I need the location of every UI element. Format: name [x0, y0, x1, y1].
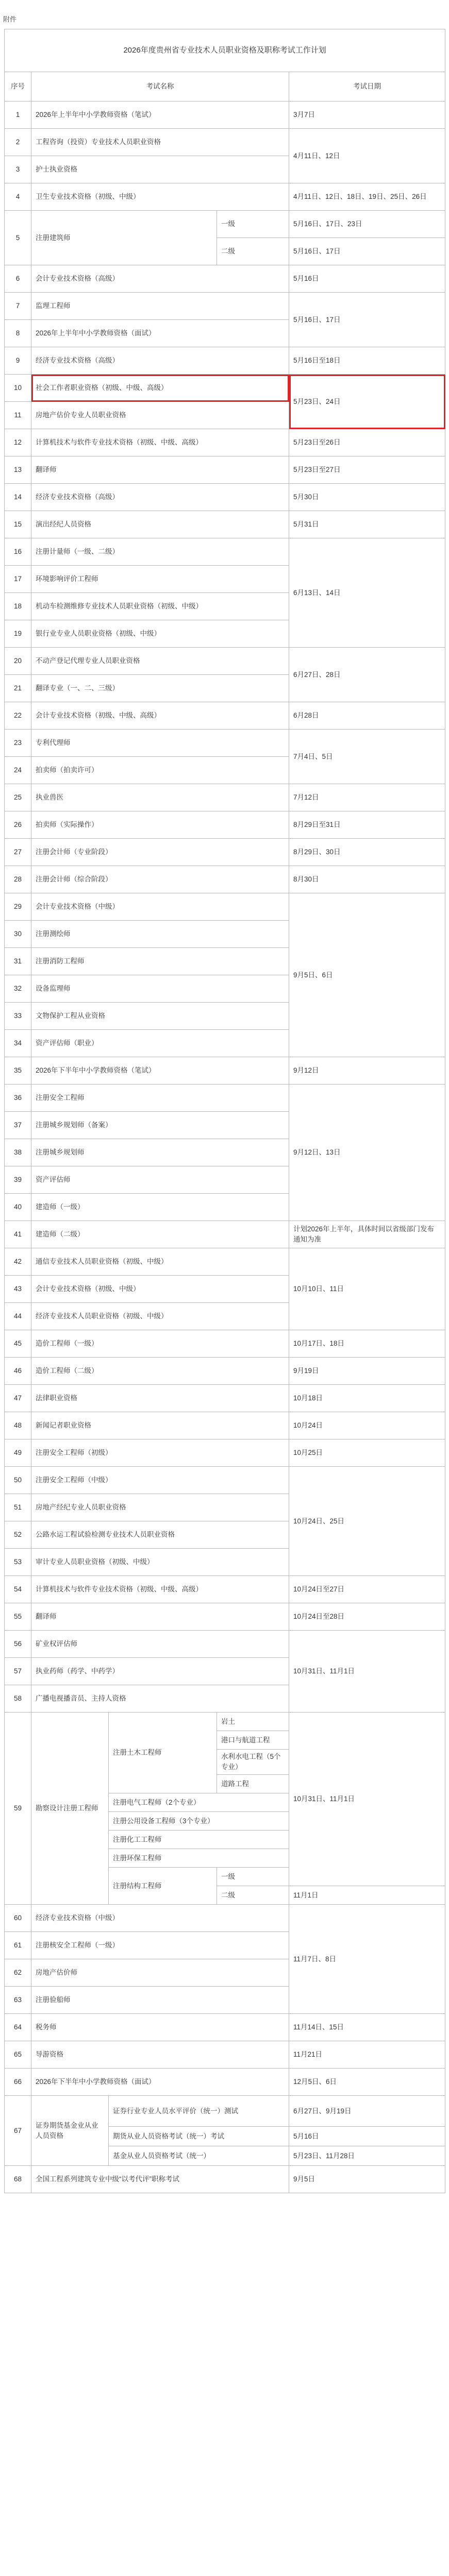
- table-row: [5, 784, 445, 811]
- exam-name-cell: 2026年上半年中小学教师资格（笔试）: [31, 101, 289, 129]
- seq-cell: 40: [5, 1194, 31, 1221]
- exam-name-cell: 演出经纪人员资格: [31, 511, 289, 538]
- exam-level-cell: 一级: [217, 211, 289, 238]
- seq-cell: 50: [5, 1467, 31, 1494]
- exam-date-cell: 5月16日: [289, 2127, 445, 2146]
- seq-cell: 31: [5, 948, 31, 975]
- exam-date-cell: 11月14日、15日: [289, 2014, 445, 2041]
- exam-group-cell: 注册结构工程师: [109, 1868, 217, 1905]
- seq-cell: 51: [5, 1494, 31, 1521]
- exam-name-cell: 银行业专业人员职业资格（初级、中级）: [31, 620, 289, 648]
- table-row: [5, 1576, 445, 1603]
- table-row: [5, 1631, 445, 1658]
- seq-cell: 64: [5, 2014, 31, 2041]
- table-row: [5, 101, 445, 129]
- exam-date-cell: 3月7日: [289, 101, 445, 129]
- table-row: [5, 129, 445, 156]
- exam-name-cell: 期货从业人员资格考试（统一）考试: [109, 2127, 289, 2146]
- seq-cell: 46: [5, 1358, 31, 1385]
- exam-name-cell: 注册消防工程师: [31, 948, 289, 975]
- exam-name-cell: 会计专业技术资格（中级）: [31, 893, 289, 921]
- seq-cell: 27: [5, 839, 31, 866]
- exam-name-cell: 注册会计师（综合阶段）: [31, 866, 289, 893]
- exam-name-cell: 房地产估价专业人员职业资格: [31, 402, 289, 429]
- table-row: [5, 511, 445, 538]
- exam-group-cell: 注册环保工程师: [109, 1849, 289, 1868]
- table-row: [5, 183, 445, 211]
- seq-cell: 47: [5, 1385, 31, 1412]
- exam-date-cell: 10月25日: [289, 1439, 445, 1467]
- exam-name-cell: 会计专业技术资格（初级、中级）: [31, 1276, 289, 1303]
- exam-date-cell: 5月16日、17日: [289, 293, 445, 347]
- exam-date-cell: 5月16日、17日、23日: [289, 211, 445, 238]
- exam-group-cell: 注册化工工程师: [109, 1831, 289, 1849]
- exam-date-cell: 11月21日: [289, 2041, 445, 2069]
- exam-name-cell: 注册安全工程师（中级）: [31, 1467, 289, 1494]
- exam-date-cell: 5月16日: [289, 265, 445, 293]
- exam-name-cell: 公路水运工程试验检测专业技术人员职业资格: [31, 1521, 289, 1549]
- exam-subitem-cell: 港口与航道工程: [217, 1731, 289, 1750]
- table-row: [5, 211, 445, 238]
- seq-cell: 22: [5, 702, 31, 730]
- exam-name-cell: 不动产登记代理专业人员职业资格: [31, 648, 289, 675]
- table-row: [5, 375, 445, 402]
- exam-date-cell: 5月30日: [289, 484, 445, 511]
- exam-name-cell: 基金从业人员资格考试（统一）: [109, 2146, 289, 2166]
- exam-name-cell: 造价工程师（一级）: [31, 1330, 289, 1358]
- exam-date-cell: 7月12日: [289, 784, 445, 811]
- exam-name-cell: 全国工程系列建筑专业中级“以考代评”职称考试: [31, 2166, 289, 2193]
- exam-name-cell: 环境影响评价工程师: [31, 566, 289, 593]
- table-row: [5, 839, 445, 866]
- exam-subitem-cell: 道路工程: [217, 1775, 289, 1793]
- exam-name-cell: 注册建筑师: [31, 211, 217, 265]
- exam-name-cell: 注册安全工程师: [31, 1084, 289, 1112]
- table-row: [5, 702, 445, 730]
- exam-date-cell: 4月11日、12日: [289, 129, 445, 183]
- table-row: [5, 347, 445, 375]
- exam-name-cell: 机动车检测维修专业技术人员职业资格（初级、中级）: [31, 593, 289, 620]
- exam-name-cell: 造价工程师（二级）: [31, 1358, 289, 1385]
- seq-cell: 28: [5, 866, 31, 893]
- seq-cell: 15: [5, 511, 31, 538]
- exam-date-cell: 5月31日: [289, 511, 445, 538]
- table-row: [5, 2069, 445, 2096]
- seq-cell: 34: [5, 1030, 31, 1057]
- exam-name-cell: 注册城乡规划师: [31, 1139, 289, 1166]
- exam-name-cell: 广播电视播音员、主持人资格: [31, 1685, 289, 1713]
- exam-date-cell: 5月23日至27日: [289, 456, 445, 484]
- exam-name-cell: 卫生专业技术资格（初级、中级）: [31, 183, 289, 211]
- table-row: [5, 893, 445, 921]
- exam-name-cell: 经济专业技术人员职业资格（初级、中级）: [31, 1303, 289, 1330]
- exam-name-cell: 资产评估师: [31, 1166, 289, 1194]
- seq-cell: 52: [5, 1521, 31, 1549]
- seq-cell: 18: [5, 593, 31, 620]
- seq-cell: 61: [5, 1932, 31, 1959]
- table-row: [5, 1084, 445, 1112]
- exam-date-cell: 8月29日至31日: [289, 811, 445, 839]
- seq-cell: 58: [5, 1685, 31, 1713]
- exam-name-cell: 证券行业专业人员水平评价（统一）测试: [109, 2096, 289, 2127]
- seq-cell: 42: [5, 1248, 31, 1276]
- exam-date-cell: 6月27日、28日: [289, 648, 445, 702]
- table-row: [5, 484, 445, 511]
- seq-cell: 41: [5, 1221, 31, 1248]
- exam-name-cell: 2026年下半年中小学教师资格（笔试）: [31, 1057, 289, 1084]
- exam-name-cell: 建造师（二级）: [31, 1221, 289, 1248]
- exam-date-cell: 10月24日: [289, 1412, 445, 1439]
- exam-date-cell: 10月24日至28日: [289, 1603, 445, 1631]
- seq-cell: 38: [5, 1139, 31, 1166]
- seq-cell: 66: [5, 2069, 31, 2096]
- seq-cell: 2: [5, 129, 31, 156]
- exam-category-cell: 勘察设计注册工程师: [31, 1713, 109, 1905]
- seq-cell: 17: [5, 566, 31, 593]
- exam-name-cell: 房地产估价师: [31, 1959, 289, 1987]
- seq-cell: 60: [5, 1905, 31, 1932]
- seq-cell: 35: [5, 1057, 31, 1084]
- exam-name-cell: 拍卖师（拍卖许可）: [31, 757, 289, 784]
- exam-name-cell: 注册计量师（一级、二级）: [31, 538, 289, 566]
- exam-date-cell: 11月7日、8日: [289, 1905, 445, 2014]
- seq-cell: 45: [5, 1330, 31, 1358]
- exam-name-cell: 翻译师: [31, 1603, 289, 1631]
- exam-subitem-cell: 一级: [217, 1868, 289, 1886]
- seq-cell: 13: [5, 456, 31, 484]
- exam-date-cell: 5月16日、17日: [289, 238, 445, 265]
- exam-name-cell: 审计专业人员职业资格（初级、中级）: [31, 1549, 289, 1576]
- table-row: [5, 2166, 445, 2193]
- header-date: 考试日期: [289, 72, 445, 101]
- seq-cell: 54: [5, 1576, 31, 1603]
- seq-cell: 63: [5, 1987, 31, 2014]
- exam-date-cell: 10月24日至27日: [289, 1576, 445, 1603]
- seq-cell: 5: [5, 211, 31, 265]
- table-row: [5, 1330, 445, 1358]
- exam-name-cell: 翻译专业（一、二、三级）: [31, 675, 289, 702]
- exam-subitem-cell: 岩土: [217, 1713, 289, 1731]
- seq-cell: 62: [5, 1959, 31, 1987]
- seq-cell: 14: [5, 484, 31, 511]
- exam-date-cell: 5月23日至26日: [289, 429, 445, 456]
- seq-cell: 4: [5, 183, 31, 211]
- exam-name-cell: 计算机技术与软件专业技术资格（初级、中级、高级）: [31, 1576, 289, 1603]
- table-row: [5, 866, 445, 893]
- exam-name-cell: 矿业权评估师: [31, 1631, 289, 1658]
- table-row: [5, 2096, 445, 2127]
- exam-date-cell: 10月17日、18日: [289, 1330, 445, 1358]
- exam-date-cell: 9月19日: [289, 1358, 445, 1385]
- table-row: [5, 1358, 445, 1385]
- seq-cell: 8: [5, 320, 31, 347]
- seq-cell: 43: [5, 1276, 31, 1303]
- exam-name-cell: 会计专业技术资格（高级）: [31, 265, 289, 293]
- exam-category-cell: 证券期货基金业从业人员资格: [31, 2096, 109, 2166]
- table-row: [5, 456, 445, 484]
- table-row: [5, 811, 445, 839]
- seq-cell: 12: [5, 429, 31, 456]
- seq-cell: 1: [5, 101, 31, 129]
- exam-date-cell: 10月10日、11日: [289, 1248, 445, 1330]
- exam-name-cell: 资产评估师（职业）: [31, 1030, 289, 1057]
- seq-cell: 30: [5, 921, 31, 948]
- table-row: [5, 1439, 445, 1467]
- exam-date-cell: 9月12日: [289, 1057, 445, 1084]
- exam-date-cell: 10月24日、25日: [289, 1467, 445, 1576]
- exam-date-cell: 7月4日、5日: [289, 730, 445, 784]
- exam-name-cell: 专利代理师: [31, 730, 289, 757]
- seq-cell: 3: [5, 156, 31, 183]
- exam-name-cell: 注册城乡规划师（备案）: [31, 1112, 289, 1139]
- seq-cell: 56: [5, 1631, 31, 1658]
- table-row: [5, 1603, 445, 1631]
- exam-group-cell: 注册电气工程师（2个专业）: [109, 1793, 289, 1812]
- table-row: [5, 538, 445, 566]
- seq-cell: 57: [5, 1658, 31, 1685]
- table-row: [5, 265, 445, 293]
- exam-date-cell: 5月23日、11月28日: [289, 2146, 445, 2166]
- seq-cell: 10: [5, 375, 31, 402]
- exam-date-cell: 10月31日、11月1日: [289, 1631, 445, 1713]
- header-name: 考试名称: [31, 72, 289, 101]
- exam-date-cell: 8月29日、30日: [289, 839, 445, 866]
- table-row: [5, 1385, 445, 1412]
- table-row: [5, 1057, 445, 1084]
- exam-date-cell: 6月13日、14日: [289, 538, 445, 648]
- exam-date-cell: 9月12日、13日: [289, 1084, 445, 1221]
- seq-cell: 20: [5, 648, 31, 675]
- table-row: [5, 648, 445, 675]
- table-row: [5, 2014, 445, 2041]
- seq-cell: 23: [5, 730, 31, 757]
- seq-cell: 6: [5, 265, 31, 293]
- seq-cell: 32: [5, 975, 31, 1003]
- exam-name-cell: 设备监理师: [31, 975, 289, 1003]
- header-seq: 序号: [5, 72, 31, 101]
- exam-name-cell: 计算机技术与软件专业技术资格（初级、中级、高级）: [31, 429, 289, 456]
- exam-name-cell: 注册安全工程师（初级）: [31, 1439, 289, 1467]
- exam-date-cell: 9月5日: [289, 2166, 445, 2193]
- seq-cell: 39: [5, 1166, 31, 1194]
- seq-cell: 9: [5, 347, 31, 375]
- exam-group-cell: 注册公用设备工程师（3个专业）: [109, 1812, 289, 1831]
- table-row: [5, 1713, 445, 1731]
- seq-cell: 26: [5, 811, 31, 839]
- table-row: [5, 429, 445, 456]
- exam-name-cell: 2026年下半年中小学教师资格（面试）: [31, 2069, 289, 2096]
- seq-cell: 21: [5, 675, 31, 702]
- seq-cell: 19: [5, 620, 31, 648]
- exam-date-cell: 6月27日、9月19日: [289, 2096, 445, 2127]
- exam-name-cell: 建造师（一级）: [31, 1194, 289, 1221]
- table-row: [5, 1412, 445, 1439]
- exam-name-cell: 经济专业技术资格（高级）: [31, 347, 289, 375]
- exam-date-cell: 12月5日、6日: [289, 2069, 445, 2096]
- exam-name-cell: 经济专业技术资格（高级）: [31, 484, 289, 511]
- exam-date-cell: 10月18日: [289, 1385, 445, 1412]
- exam-date-cell: 11月1日: [289, 1886, 445, 1905]
- exam-subitem-cell: 二级: [217, 1886, 289, 1905]
- seq-cell: 55: [5, 1603, 31, 1631]
- seq-cell: 25: [5, 784, 31, 811]
- exam-level-cell: 二级: [217, 238, 289, 265]
- seq-cell: 49: [5, 1439, 31, 1467]
- exam-name-cell: 注册核安全工程师（一级）: [31, 1932, 289, 1959]
- exam-name-cell: 导游资格: [31, 2041, 289, 2069]
- seq-cell: 44: [5, 1303, 31, 1330]
- exam-date-cell: 10月31日、11月1日: [289, 1713, 445, 1886]
- table-title: 2026年度贵州省专业技术人员职业资格及职称考试工作计划: [5, 29, 445, 72]
- seq-cell: 67: [5, 2096, 31, 2166]
- exam-date-cell: 8月30日: [289, 866, 445, 893]
- seq-cell: 33: [5, 1003, 31, 1030]
- table-row: [5, 1905, 445, 1932]
- table-row: [5, 293, 445, 320]
- exam-name-cell: 法律职业资格: [31, 1385, 289, 1412]
- exam-name-cell: 文物保护工程从业资格: [31, 1003, 289, 1030]
- exam-name-cell: 监理工程师: [31, 293, 289, 320]
- exam-name-cell: 经济专业技术资格（中级）: [31, 1905, 289, 1932]
- exam-name-cell: 翻译师: [31, 456, 289, 484]
- seq-cell: 36: [5, 1084, 31, 1112]
- exam-name-cell: 执业药师（药学、中药学）: [31, 1658, 289, 1685]
- seq-cell: 59: [5, 1713, 31, 1905]
- table-row: [5, 1467, 445, 1494]
- table-row: [5, 1248, 445, 1276]
- seq-cell: 24: [5, 757, 31, 784]
- exam-name-cell: 社会工作者职业资格（初级、中级、高级）: [31, 375, 289, 402]
- seq-cell: 11: [5, 402, 31, 429]
- exam-name-cell: 2026年上半年中小学教师资格（面试）: [31, 320, 289, 347]
- exam-name-cell: 注册测绘师: [31, 921, 289, 948]
- exam-date-cell: 5月23日、24日: [289, 375, 445, 429]
- seq-cell: 48: [5, 1412, 31, 1439]
- exam-date-cell: 4月11日、12日、18日、19日、25日、26日: [289, 183, 445, 211]
- seq-cell: 29: [5, 893, 31, 921]
- seq-cell: 68: [5, 2166, 31, 2193]
- exam-name-cell: 税务师: [31, 2014, 289, 2041]
- exam-name-cell: 新闻记者职业资格: [31, 1412, 289, 1439]
- exam-date-cell: 6月28日: [289, 702, 445, 730]
- exam-schedule-table: [4, 29, 445, 2193]
- seq-cell: 53: [5, 1549, 31, 1576]
- exam-date-cell: 5月16日至18日: [289, 347, 445, 375]
- exam-name-cell: 会计专业技术资格（初级、中级、高级）: [31, 702, 289, 730]
- table-row: [5, 1221, 445, 1248]
- table-row: [5, 2041, 445, 2069]
- exam-name-cell: 通信专业技术人员职业资格（初级、中级）: [31, 1248, 289, 1276]
- attachment-label: 附件: [3, 15, 17, 23]
- seq-cell: 7: [5, 293, 31, 320]
- exam-name-cell: 注册会计师（专业阶段）: [31, 839, 289, 866]
- exam-date-cell: 9月5日、6日: [289, 893, 445, 1057]
- exam-group-cell: 注册土木工程师: [109, 1713, 217, 1793]
- seq-cell: 65: [5, 2041, 31, 2069]
- exam-date-cell: 计划2026年上半年，具体时间以省级部门发布通知为准: [289, 1221, 445, 1248]
- exam-name-cell: 护士执业资格: [31, 156, 289, 183]
- seq-cell: 37: [5, 1112, 31, 1139]
- seq-cell: 16: [5, 538, 31, 566]
- exam-name-cell: 工程咨询（投资）专业技术人员职业资格: [31, 129, 289, 156]
- exam-name-cell: 拍卖师（实际操作）: [31, 811, 289, 839]
- exam-name-cell: 执业兽医: [31, 784, 289, 811]
- exam-name-cell: 注册验船师: [31, 1987, 289, 2014]
- table-row: [5, 730, 445, 757]
- exam-name-cell: 房地产经纪专业人员职业资格: [31, 1494, 289, 1521]
- exam-subitem-cell: 水利水电工程（5个专业）: [217, 1750, 289, 1775]
